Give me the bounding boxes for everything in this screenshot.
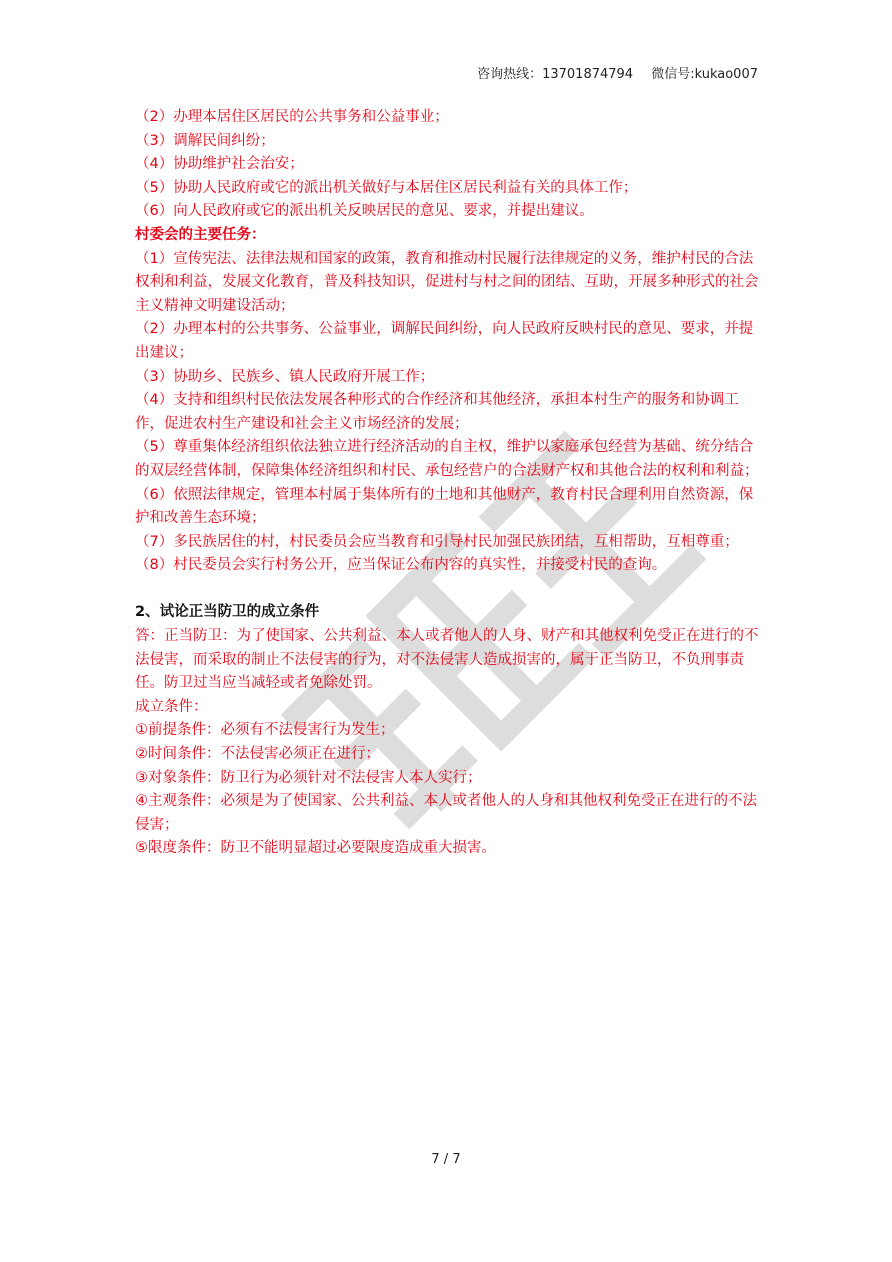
question-heading: 2、试论正当防卫的成立条件 bbox=[135, 604, 320, 621]
village-committee-tasks bbox=[135, 248, 759, 578]
list-item: （5）尊重集体经济组织依法独立进行经济活动的自主权，维护以家庭承包经营为基础、统分结合的双层经营体制，保障集体经济组织和村民、承包经营户的合法财产权和其他合法的权利和利益； bbox=[135, 439, 759, 479]
list-item: （7）多民族居住的村，村民委员会应当教育和引导村民加强民族团结，互相帮助，互相尊重； bbox=[135, 533, 739, 550]
condition-item: ①前提条件：必须有不法侵害行为发生； bbox=[135, 722, 395, 739]
answer-paragraph: 答：正当防卫：为了使国家、公共利益、本人或者他人的人身、财产和其他权利免受正在进行的不法侵害，而采取的制止不法侵害的行为，对不法侵害人造成损害的，属于正当防卫，不负刑事责任。防卫过当应当减轻或者免除处罚。 bbox=[135, 628, 759, 692]
residents-committee-duties bbox=[135, 106, 759, 224]
document-body bbox=[135, 106, 759, 861]
list-item: （4）支持和组织村民依法发展各种形式的合作经济和其他经济，承担本村生产的服务和协调工作，促进农村生产建设和社会主义市场经济的发展； bbox=[135, 392, 739, 432]
village-committee-heading: 村委会的主要任务： bbox=[135, 226, 266, 243]
list-item: （3）调解民间纠纷； bbox=[135, 132, 275, 149]
condition-item: ⑤限度条件：防卫不能明显超过必要限度造成重大损害。 bbox=[135, 840, 496, 857]
condition-item: ②时间条件：不法侵害必须正在进行； bbox=[135, 746, 380, 763]
hotline-text: 咨询热线：13701874794 bbox=[477, 67, 634, 82]
list-item: （2）办理本村的公共事务、公益事业，调解民间纠纷，向人民政府反映村民的意见、要求，并提出建议； bbox=[135, 321, 754, 361]
list-item: （8）村民委员会实行村务公开，应当保证公布内容的真实性，并接受村民的查询。 bbox=[135, 557, 667, 574]
list-item: （3）协助乡、民族乡、镇人民政府开展工作； bbox=[135, 368, 435, 385]
list-item: （2）办理本居住区居民的公共事务和公益事业； bbox=[135, 109, 449, 125]
conditions-list bbox=[135, 719, 759, 861]
list-item: （6）向人民政府或它的派出机关反映居民的意见、要求，并提出建议。 bbox=[135, 203, 594, 220]
conditions-label: 成立条件： bbox=[135, 698, 208, 715]
list-item: （1）宣传宪法、法律法规和国家的政策，教育和推动村民履行法律规定的义务，维护村民的合法权利和利益，发展文化教育，普及科技知识，促进村与村之间的团结、互助，开展多种形式的社会主义精神文明建设活动； bbox=[135, 250, 759, 314]
page-number: 7 / 7 bbox=[431, 1152, 461, 1167]
list-item: （4）协助维护社会治安； bbox=[135, 156, 304, 173]
list-item: （5）协助人民政府或它的派出机关做好与本居住区居民利益有关的具体工作； bbox=[135, 179, 638, 196]
condition-item: ③对象条件：防卫行为必须针对不法侵害人本人实行； bbox=[135, 769, 482, 786]
list-item: （6）依照法律规定，管理本村属于集体所有的土地和其他财产，教育村民合理利用自然资源，保护和改善生态环境； bbox=[135, 486, 754, 527]
condition-item: ④主观条件：必须是为了使国家、公共利益、本人或者他人的人身和其他权利免受正在进行的不法侵害； bbox=[135, 793, 757, 833]
wechat-text: 微信号:kukao007 bbox=[651, 67, 758, 82]
page-header bbox=[477, 63, 758, 82]
